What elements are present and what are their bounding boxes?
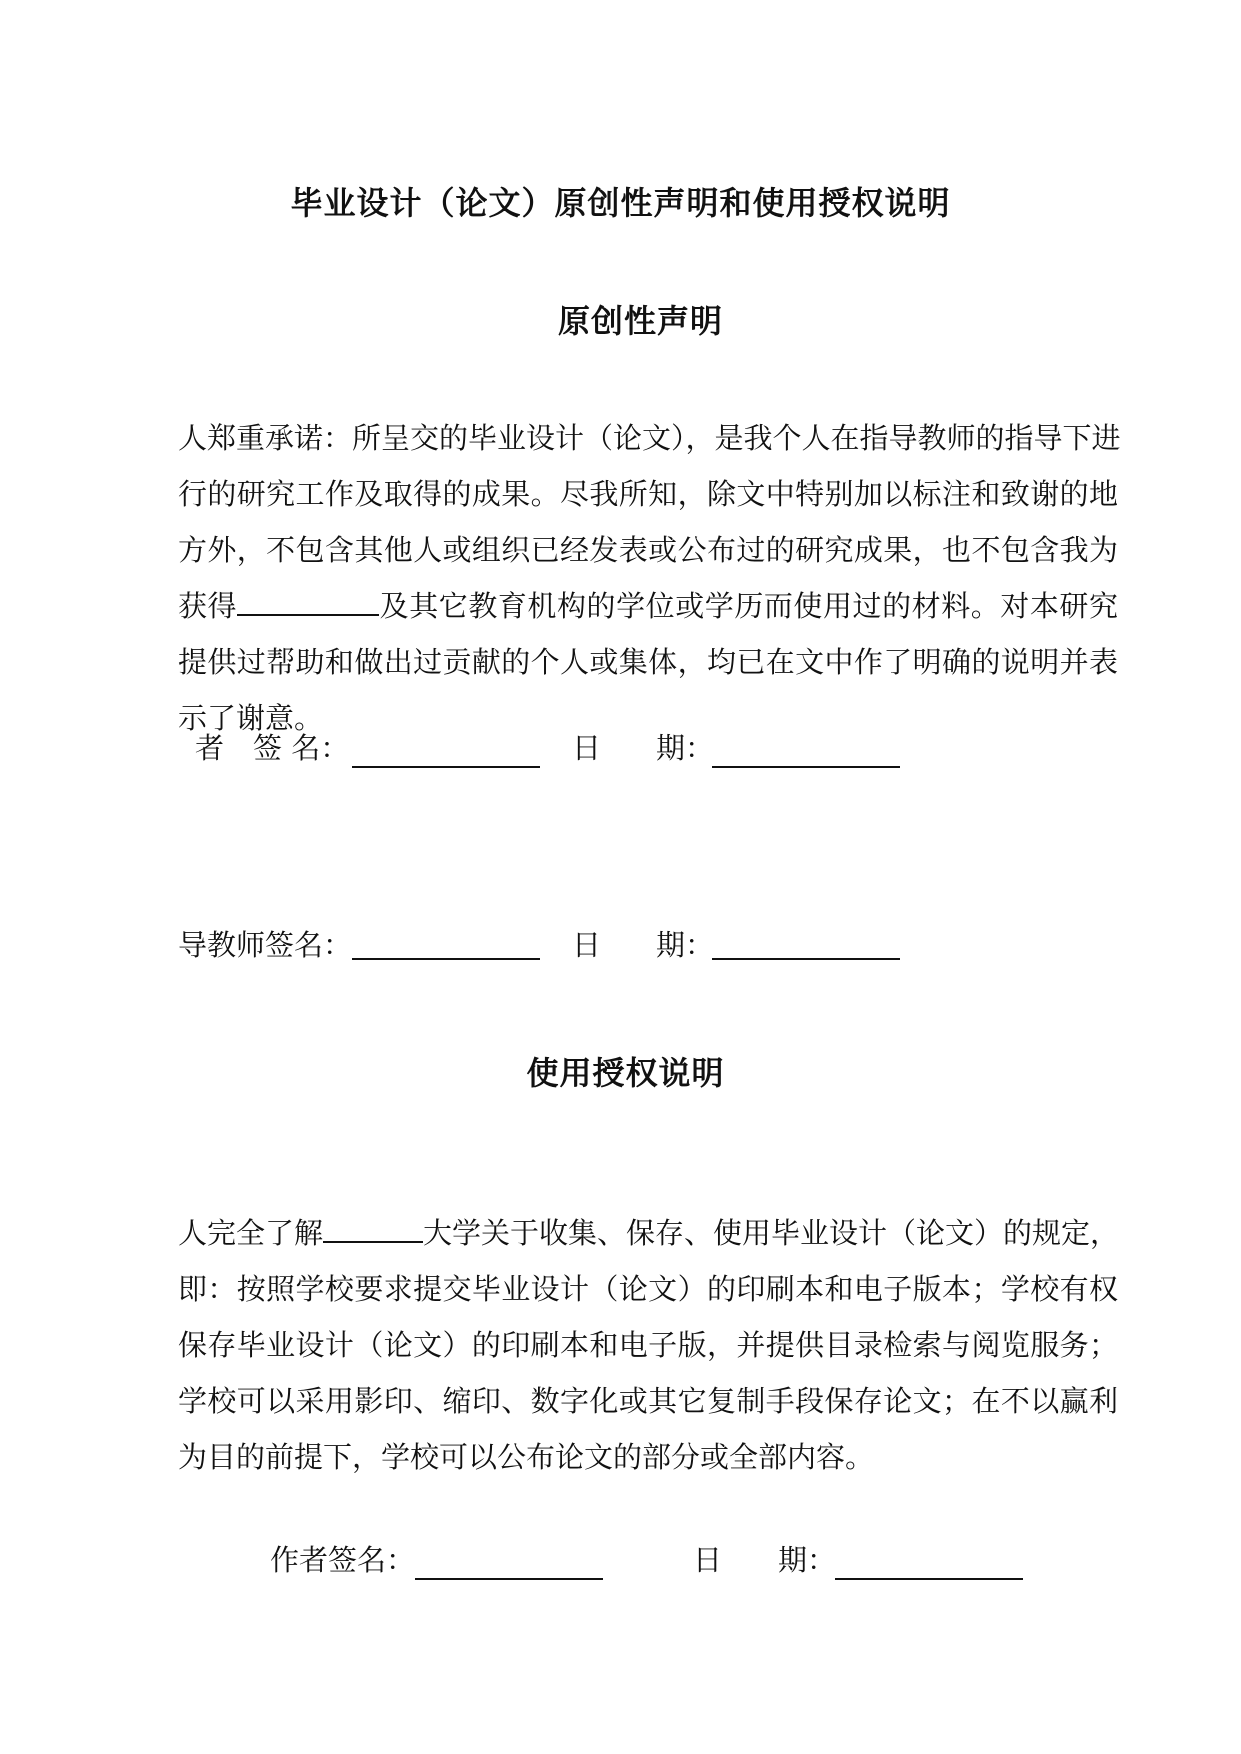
date-label-char-1: 日 [572,731,602,765]
document-title: 毕业设计（论文）原创性声明和使用授权说明 [290,184,951,222]
paragraph-line: 示了谢意。 [178,701,324,735]
line-segment: 获得 [178,589,238,623]
author-signature-field[interactable] [352,766,540,768]
paragraph-line: 学校可以采用影印、缩印、数字化或其它复制手段保存论文；在不以赢利 [178,1384,1118,1418]
auth-author-date-field[interactable] [835,1578,1023,1580]
paragraph-line: 为目的前提下，学校可以公布论文的部分或全部内容。 [178,1440,875,1474]
line-segment: 大学关于收集、保存、使用毕业设计（论文）的规定， [423,1216,1120,1250]
author-signature-label: 者 签 名： [195,731,350,765]
authorization-heading: 使用授权说明 [526,1054,725,1092]
paragraph-line: 保存毕业设计（论文）的印刷本和电子版，并提供目录检索与阅览服务； [178,1328,1118,1362]
author-date-field[interactable] [712,766,900,768]
paragraph-line: 即：按照学校要求提交毕业设计（论文）的印刷本和电子版本；学校有权 [178,1272,1118,1306]
auth-author-signature-label: 作者签名： [270,1543,416,1577]
date-label-char-2: 期： [656,928,715,962]
paragraph-line: 提供过帮助和做出过贡献的个人或集体，均已在文中作了明确的说明并表 [178,645,1118,679]
originality-heading: 原创性声明 [557,302,723,340]
supervisor-date-field[interactable] [712,958,900,960]
paragraph-line [178,1205,1118,1261]
supervisor-signature-field[interactable] [352,958,540,960]
paragraph-line: 方外，不包含其他人或组织已经发表或公布过的研究成果，也不包含我为 [178,533,1118,567]
paragraph-line: 行的研究工作及取得的成果。尽我所知，除文中特别加以标注和致谢的地 [178,477,1118,511]
authorization-paragraph [178,1205,1118,1485]
line-segment: 人完全了解 [178,1216,324,1250]
date-label-char-2: 期： [656,731,715,765]
date-label-char-1: 日 [693,1543,723,1577]
date-label-char-1: 日 [572,928,602,962]
line-segment: 及其它教育机构的学位或学历而使用过的材料。对本研究 [379,589,1118,623]
university-blank[interactable] [323,1211,423,1243]
originality-paragraph [178,410,1121,746]
paragraph-line [178,578,1118,634]
supervisor-signature-label: 导教师签名： [178,928,353,962]
date-label-char-2: 期： [778,1543,837,1577]
paragraph-line: 人郑重承诺：所呈交的毕业设计（论文），是我个人在指导教师的指导下进 [178,421,1121,455]
auth-author-signature-field[interactable] [415,1578,603,1580]
institution-blank[interactable] [237,584,379,616]
